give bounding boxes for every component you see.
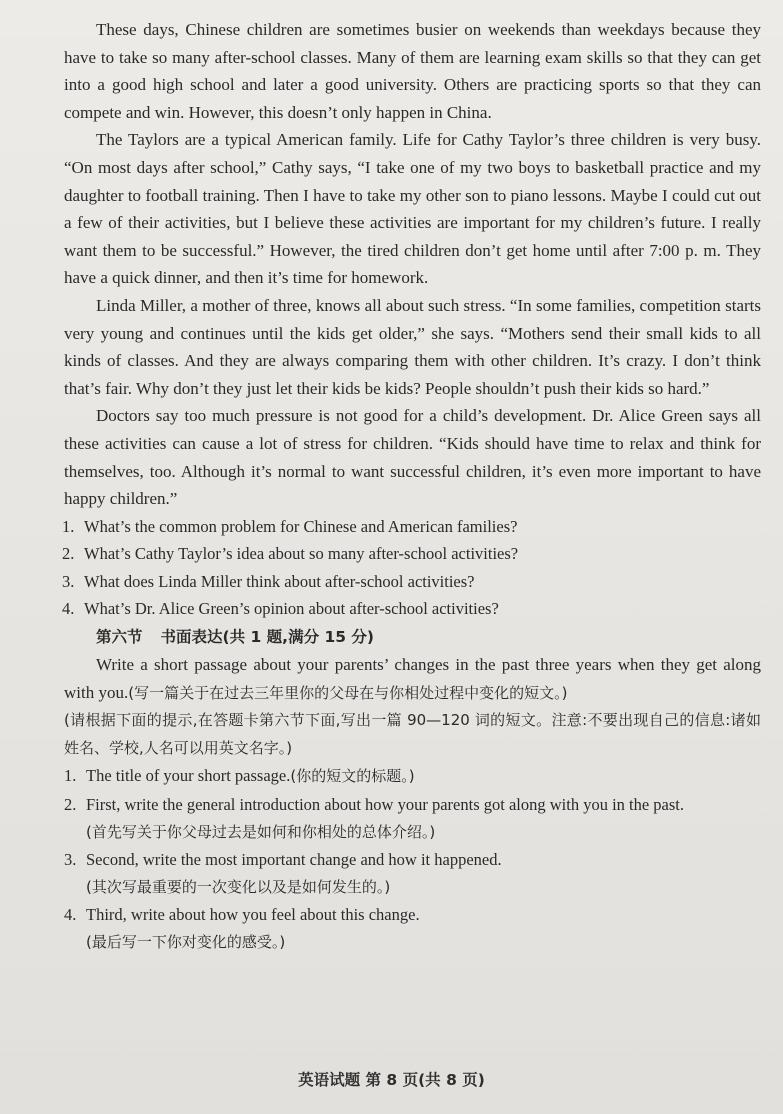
writing-outline [64, 762, 761, 956]
writing-instructions: (请根据下面的提示,在答题卡第六节下面,写出一篇 90—120 词的短文。注意:不要出现自己的信息:诸如姓名、学校,人名可以用英文名字。) [64, 711, 761, 757]
writing-task-prompt [64, 651, 761, 707]
item-chinese: (其次写最重要的一次变化以及是如何发生的。) [86, 877, 391, 896]
item-chinese: (你的短文的标题。) [290, 767, 415, 786]
question-text: What’s the common problem for Chinese and American families? [84, 516, 518, 536]
item-text: Third, write about how you feel about this change. [86, 905, 420, 925]
question-1 [62, 513, 761, 541]
reading-passage [64, 16, 761, 513]
item-text: The title of your short passage. [86, 766, 291, 786]
item-chinese: (首先写关于你父母过去是如何和你相处的总体介绍。) [86, 822, 436, 841]
outline-item-1 [64, 762, 761, 791]
item-chinese: (最后写一下你对变化的感受。) [86, 933, 286, 951]
writing-task-english: Write a short passage about your parents’ changes in the past three years when they get along with you. [64, 655, 761, 702]
passage-paragraph-2: The Taylors are a typical American family. Life for Cathy Taylor’s three children is very busy. “On most days after school,” Cathy says, “I take one of my two boys to basketball practice and my daughter to football training. Then I have to take my other son to piano lessons. Maybe I could cut out a few of their activities, but I believe these activities are important for my children’s future. I really want them to be successful.” However, the tired children don’t get home until after 7:00 p. m. They have a quick dinner, and then it’s time for homework. [64, 130, 761, 288]
passage-paragraph-4: Doctors say too much pressure is not good for a child’s development. Dr. Alice Green says all these activities can cause a lot of stress for children. “Kids should have time to relax and think for themselves, too. Although it’s normal to want successful children, it’s even more important to have happy children.” [64, 406, 761, 509]
item-number: 3. [64, 850, 77, 870]
question-number: 2. [62, 544, 75, 564]
item-text: Second, write the most important change and how it happened. [86, 850, 502, 870]
outline-item-3 [64, 846, 761, 874]
question-3 [62, 568, 761, 596]
section-number: 第六节 [96, 628, 143, 647]
item-number: 2. [64, 795, 77, 815]
passage-paragraph-3: Linda Miller, a mother of three, knows all about such stress. “In some families, competition starts very young and continues until the kids get older,” she says. “Mothers send their small kids to all kinds of classes. And they are always comparing them with other children. It’s crazy. I don’t think that’s fair. Why don’t they just let their kids be kids? People shouldn’t push their kids so hard.” [64, 295, 761, 398]
question-number: 1. [62, 516, 75, 536]
section-title: 书面表达(共 1 题,满分 15 分) [160, 628, 375, 647]
item-number: 4. [64, 905, 77, 925]
item-text: First, write the general introduction about how your parents got along with you in the past. [86, 795, 685, 815]
question-text: What does Linda Miller think about after-school activities? [84, 571, 475, 591]
question-number: 4. [62, 599, 75, 619]
question-text: What’s Dr. Alice Green’s opinion about after-school activities? [84, 599, 499, 619]
question-4 [62, 595, 761, 623]
writing-task-chinese: (写一篇关于在过去三年里你的父母在与你相处过程中变化的短文。) [128, 683, 568, 702]
page-footer: 英语试题 第 8 页(共 8 页) [298, 1071, 485, 1089]
question-text: What’s Cathy Taylor’s idea about so many after-school activities? [84, 544, 519, 564]
section-heading [64, 623, 761, 651]
outline-item-2 [64, 791, 761, 819]
item-number: 1. [64, 766, 77, 786]
question-number: 3. [62, 571, 75, 591]
passage-paragraph-1: These days, Chinese children are sometimes busier on weekends than weekdays because they have to take so many after-school classes. Many of them are learning exam skills so that they can get into a good high school and later a good university. Others are practicing sports so that they can compete and win. However, this doesn’t only happen in China. [64, 20, 761, 122]
outline-item-4 [64, 901, 761, 929]
question-list [64, 513, 761, 623]
question-2 [62, 540, 761, 568]
